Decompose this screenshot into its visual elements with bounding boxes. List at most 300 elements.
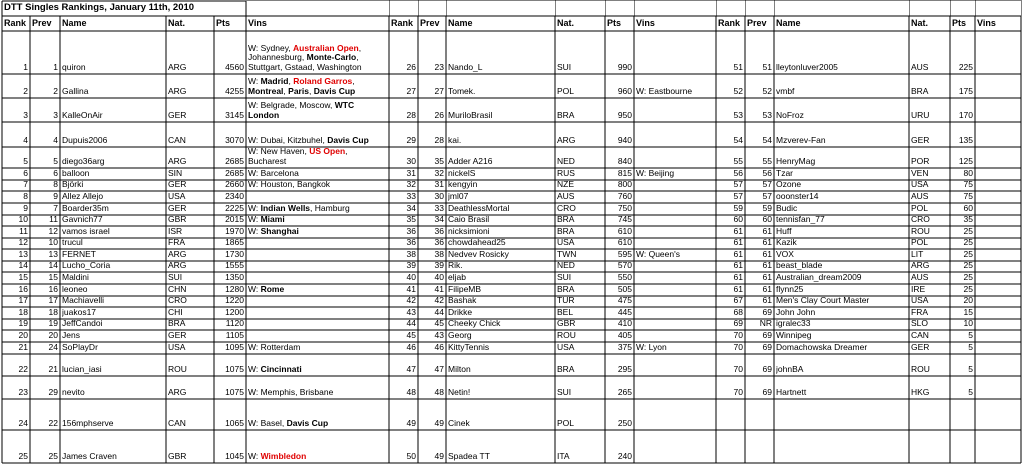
- points-cell: 1200: [225, 307, 244, 318]
- points-cell: 475: [617, 296, 632, 306]
- player-name-cell: Björki: [62, 180, 84, 190]
- wins-cell: [636, 296, 715, 306]
- nationality-cell: POL: [911, 203, 929, 214]
- rank-cell: 5: [23, 156, 28, 167]
- rank-cell: 23: [18, 387, 28, 398]
- rank-cell: 15: [18, 272, 28, 283]
- rank-cell: 34: [406, 203, 416, 214]
- points-cell: 80: [963, 168, 973, 179]
- prev-rank-cell: 36: [434, 238, 444, 248]
- rank-cell: 61: [733, 261, 743, 271]
- player-name-cell: DeathlessMortal: [448, 203, 510, 214]
- wins-cell: [977, 376, 1020, 398]
- wins-cell: [636, 284, 715, 295]
- wins-cell: [248, 296, 388, 306]
- prev-rank-cell: 61: [762, 296, 772, 306]
- nationality-cell: ARG: [168, 156, 187, 167]
- wins-line: [248, 169, 388, 179]
- name-header: Name: [448, 18, 473, 29]
- prev-header: Prev: [420, 18, 440, 29]
- nationality-cell: ARG: [168, 387, 187, 398]
- prev-rank-cell: 61: [762, 238, 772, 248]
- player-name-cell: chowdahead25: [448, 238, 506, 248]
- prev-rank-cell: 69: [762, 342, 772, 353]
- wins-cell: [248, 330, 388, 341]
- rank-cell: 53: [733, 110, 743, 121]
- rank-cell: 47: [406, 364, 416, 375]
- wins-cell: [248, 203, 388, 214]
- player-name-cell: Milton: [448, 364, 471, 375]
- points-cell: 1105: [225, 330, 244, 341]
- wins-cell: [248, 376, 388, 398]
- player-name-cell: beast_blade: [776, 261, 823, 271]
- rank-cell: 22: [18, 364, 28, 375]
- points-cell: 990: [617, 62, 632, 73]
- wins-text: Bucharest: [248, 156, 287, 167]
- rank-cell: 52: [733, 86, 743, 97]
- rank-header: Rank: [4, 18, 27, 29]
- wins-cell: [636, 330, 715, 341]
- wins-text: Stuttgart, Gstaad, Washington: [248, 62, 362, 73]
- wins-cell: [248, 272, 388, 283]
- player-name-cell: Rik.: [448, 261, 463, 271]
- player-name-cell: KittyTennis: [448, 342, 490, 353]
- player-name-cell: Maldini: [62, 272, 89, 283]
- wins-text: ,: [288, 76, 294, 87]
- player-name-cell: johnBA: [776, 364, 804, 375]
- wins-line: [636, 250, 715, 260]
- prev-rank-cell: 9: [53, 191, 58, 202]
- wins-text: W: Basel,: [248, 418, 287, 429]
- nationality-cell: NED: [557, 261, 575, 271]
- points-cell: 2225: [225, 203, 244, 214]
- prev-rank-cell: 8: [53, 180, 58, 190]
- prev-header: Prev: [32, 18, 52, 29]
- nationality-cell: ARG: [168, 86, 187, 97]
- player-name-cell: [776, 399, 907, 429]
- nationality-cell: ARG: [557, 135, 576, 146]
- points-cell: 595: [617, 249, 632, 260]
- player-name-cell: Tomek.: [448, 86, 476, 97]
- major-title: Montreal: [248, 86, 284, 97]
- player-name-cell: MuriloBrasil: [448, 110, 493, 121]
- vins-header: Vins: [977, 18, 996, 29]
- prev-rank-cell: 38: [434, 249, 444, 260]
- points-cell: 1075: [225, 364, 244, 375]
- prev-rank-cell: 31: [434, 180, 444, 190]
- prev-rank-cell: 53: [762, 110, 772, 121]
- wins-cell: [248, 430, 388, 462]
- nationality-cell: AUS: [911, 62, 929, 73]
- prev-rank-cell: 1: [53, 62, 58, 73]
- player-name-cell: Jens: [62, 330, 80, 341]
- rank-cell: 24: [18, 418, 28, 429]
- player-name-cell: vamos israel: [62, 226, 110, 237]
- prev-rank-cell: 61: [762, 261, 772, 271]
- wins-line: [248, 136, 388, 146]
- wins-cell: [977, 354, 1020, 375]
- wins-text: W: Belgrade, Moscow,: [248, 100, 335, 111]
- rank-cell: 59: [733, 203, 743, 214]
- major-title: Davis Cup: [313, 86, 356, 97]
- points-cell: 5: [968, 387, 973, 398]
- nationality-cell: CHN: [168, 284, 187, 295]
- rank-header: Rank: [718, 18, 741, 29]
- player-name-cell: kai.: [448, 135, 462, 146]
- rank-cell: 60: [733, 215, 743, 225]
- prev-rank-cell: 5: [53, 156, 58, 167]
- prev-rank-cell: 32: [434, 168, 444, 179]
- nationality-cell: POL: [557, 418, 575, 429]
- wins-text: , Hamburg: [310, 203, 350, 214]
- prev-rank-cell: 39: [434, 261, 444, 271]
- wins-cell: [248, 319, 388, 329]
- player-name-cell: Tzar: [776, 168, 793, 179]
- nationality-cell: ARG: [911, 261, 930, 271]
- nationality-cell: SIN: [168, 168, 183, 179]
- rank-cell: 3: [23, 110, 28, 121]
- wins-text: W: Sydney,: [248, 42, 294, 53]
- prev-rank-cell: 61: [762, 272, 772, 283]
- points-cell: 295: [617, 364, 632, 375]
- nationality-cell: URU: [911, 110, 930, 121]
- wins-cell: [248, 98, 388, 121]
- prev-rank-cell: 61: [762, 249, 772, 260]
- prev-rank-cell: 49: [434, 418, 444, 429]
- wins-cell: [636, 307, 715, 318]
- points-cell: 4255: [225, 86, 244, 97]
- player-name-cell: nicksimioni: [448, 226, 490, 237]
- player-name-cell: Men's Clay Court Master: [776, 296, 870, 306]
- prev-rank-cell: 61: [762, 284, 772, 295]
- prev-rank-cell: 69: [762, 330, 772, 341]
- wins-cell: [636, 399, 715, 429]
- wins-cell: [977, 203, 1020, 214]
- rank-cell: [718, 430, 743, 462]
- major-title: Davis Cup: [327, 135, 369, 146]
- nationality-cell: USA: [911, 180, 929, 190]
- major-title: Davis Cup: [286, 418, 329, 429]
- points-cell: 2685: [225, 168, 244, 179]
- nationality-cell: RUS: [557, 168, 575, 179]
- wins-cell: [248, 249, 388, 260]
- wins-cell: [636, 168, 715, 179]
- wins-cell: [977, 399, 1020, 429]
- prev-rank-cell: 30: [434, 191, 444, 202]
- nationality-cell: LIT: [911, 249, 924, 260]
- prev-rank-cell: 2: [53, 86, 58, 97]
- wins-cell: [248, 180, 388, 190]
- rank-cell: 33: [406, 191, 416, 202]
- rank-cell: 45: [406, 330, 416, 341]
- prev-rank-cell: 42: [434, 296, 444, 306]
- wins-line: [248, 365, 388, 375]
- nat-header: Nat.: [911, 18, 929, 29]
- player-name-cell: Lucho_Coria: [62, 261, 111, 271]
- player-name-cell: SoPlayDr: [62, 342, 98, 353]
- points-cell: 745: [617, 215, 632, 225]
- wins-text: W:: [248, 451, 261, 462]
- nationality-cell: POL: [557, 86, 575, 97]
- wins-text: ,: [283, 86, 289, 97]
- points-cell: 570: [617, 261, 632, 271]
- wins-cell: [636, 203, 715, 214]
- rank-cell: 2: [23, 86, 28, 97]
- wins-text: W:: [248, 284, 261, 295]
- wins-text: ,: [358, 42, 362, 53]
- player-name-cell: Australian_dream2009: [776, 272, 862, 283]
- major-title: Madrid: [260, 76, 289, 87]
- prev-rank-cell: 13: [48, 249, 58, 260]
- rank-cell: 67: [733, 296, 743, 306]
- nationality-cell: IRE: [911, 284, 926, 295]
- prev-rank-cell: 19: [48, 319, 58, 329]
- prev-rank-cell: 45: [434, 319, 444, 329]
- points-cell: 265: [617, 387, 632, 398]
- player-name-cell: Budic: [776, 203, 798, 214]
- points-cell: 1555: [225, 261, 244, 271]
- wins-text: W: Barcelona: [248, 168, 299, 179]
- wins-line: [248, 343, 388, 353]
- points-cell: 2015: [225, 215, 244, 225]
- wins-cell: [636, 180, 715, 190]
- rank-cell: 44: [406, 319, 416, 329]
- prev-rank-cell: 17: [48, 296, 58, 306]
- player-name-cell: lleytonluver2005: [776, 62, 838, 73]
- grand-slam-title: US Open: [309, 147, 346, 157]
- points-cell: 375: [617, 342, 632, 353]
- rank-cell: 51: [733, 62, 743, 73]
- wins-cell: [636, 122, 715, 146]
- points-cell: 405: [617, 330, 632, 341]
- prev-rank-cell: 46: [434, 342, 444, 353]
- nationality-cell: USA: [911, 296, 929, 306]
- rank-cell: 49: [406, 418, 416, 429]
- rank-cell: 25: [18, 451, 28, 462]
- points-cell: 1730: [225, 249, 244, 260]
- player-name-cell: quiron: [62, 62, 86, 73]
- player-name-cell: Adder A216: [448, 156, 493, 167]
- nationality-cell: AUS: [911, 191, 929, 202]
- prev-rank-cell: 51: [762, 62, 772, 73]
- prev-rank-cell: 12: [48, 226, 58, 237]
- wins-cell: [636, 261, 715, 271]
- rank-header: Rank: [391, 18, 414, 29]
- rank-cell: 14: [18, 261, 28, 271]
- player-name-cell: Cinek: [448, 418, 470, 429]
- player-name-cell: Allez Allejo: [62, 191, 104, 202]
- player-name-cell: KalleOnAir: [62, 110, 103, 121]
- prev-rank-cell: 34: [434, 215, 444, 225]
- wins-text: W: Lyon: [636, 342, 667, 353]
- nationality-cell: GER: [911, 135, 930, 146]
- rank-cell: 18: [18, 307, 28, 318]
- rank-cell: 57: [733, 180, 743, 190]
- nationality-cell: ISR: [168, 226, 183, 237]
- nationality-cell: GBR: [557, 319, 576, 329]
- nationality-cell: CAN: [168, 135, 186, 146]
- rank-cell: 19: [18, 319, 28, 329]
- prev-rank-cell: [747, 399, 772, 429]
- nationality-cell: BEL: [557, 307, 574, 318]
- wins-cell: [636, 147, 715, 167]
- rank-cell: 61: [733, 249, 743, 260]
- prev-rank-cell: 61: [762, 226, 772, 237]
- wins-text: Johannesburg,: [248, 52, 307, 63]
- prev-rank-cell: 3: [53, 110, 58, 121]
- nationality-cell: NZE: [557, 180, 574, 190]
- major-title: Monte-Carlo: [306, 52, 357, 63]
- prev-rank-cell: [747, 430, 772, 462]
- points-cell: 4560: [225, 62, 244, 73]
- wins-line: [248, 111, 388, 121]
- player-name-cell: Bashak: [448, 296, 477, 306]
- points-cell: 410: [617, 319, 632, 329]
- rank-cell: 42: [406, 296, 416, 306]
- rank-cell: 70: [733, 364, 743, 375]
- player-name-cell: Gallina: [62, 86, 89, 97]
- nationality-cell: GER: [911, 342, 930, 353]
- prev-rank-cell: 16: [48, 284, 58, 295]
- wins-cell: [977, 191, 1020, 202]
- points-cell: 25: [963, 238, 973, 248]
- rank-cell: 35: [406, 215, 416, 225]
- nationality-cell: [911, 430, 948, 462]
- wins-text: W: Rotterdam: [248, 342, 301, 353]
- nationality-cell: GBR: [168, 215, 187, 225]
- wins-text: W: Memphis, Brisbane: [248, 387, 334, 398]
- prev-rank-cell: 48: [434, 387, 444, 398]
- rank-cell: 40: [406, 272, 416, 283]
- wins-cell: [248, 307, 388, 318]
- player-name-cell: Ozone: [776, 180, 802, 190]
- wins-cell: [248, 191, 388, 202]
- points-cell: 225: [958, 62, 973, 73]
- wins-cell: [248, 226, 388, 237]
- nationality-cell: AUS: [911, 272, 929, 283]
- rank-cell: 8: [23, 191, 28, 202]
- player-name-cell: Machiavelli: [62, 296, 105, 306]
- wins-cell: [977, 342, 1020, 353]
- rank-cell: 10: [18, 215, 28, 225]
- points-cell: 25: [963, 226, 973, 237]
- nationality-cell: SLO: [911, 319, 929, 329]
- wins-cell: [977, 122, 1020, 146]
- player-name-cell: eljab: [448, 272, 466, 283]
- wins-cell: [977, 319, 1020, 329]
- rank-cell: 61: [733, 272, 743, 283]
- rank-cell: [718, 399, 743, 429]
- points-cell: 250: [617, 418, 632, 429]
- player-name-cell: FERNET: [62, 249, 96, 260]
- wins-cell: [977, 249, 1020, 260]
- grand-slam-title: Roland Garros: [293, 76, 353, 87]
- player-name-cell: igralec33: [776, 319, 811, 329]
- rank-cell: 39: [406, 261, 416, 271]
- player-name-cell: Domachowska Dreamer: [776, 342, 868, 353]
- points-cell: 1220: [225, 296, 244, 306]
- player-name-cell: Hartnett: [776, 387, 807, 398]
- prev-rank-cell: 4: [53, 135, 58, 146]
- player-name-cell: JeffCandoi: [62, 319, 103, 329]
- wins-cell: [248, 284, 388, 295]
- prev-rank-cell: 26: [434, 110, 444, 121]
- major-title: Cincinnati: [260, 364, 302, 375]
- major-title: Shanghai: [260, 226, 299, 237]
- prev-rank-cell: 56: [762, 168, 772, 179]
- prev-rank-cell: 15: [48, 272, 58, 283]
- player-name-cell: leoneo: [62, 284, 88, 295]
- player-name-cell: flynn25: [776, 284, 804, 295]
- player-name-cell: Mzverev-Fan: [776, 135, 826, 146]
- rank-cell: 28: [406, 110, 416, 121]
- prev-rank-cell: 18: [48, 307, 58, 318]
- points-cell: 125: [958, 156, 973, 167]
- player-name-cell: Huff: [776, 226, 792, 237]
- nationality-cell: CRO: [557, 203, 576, 214]
- points-cell: 760: [617, 191, 632, 202]
- player-name-cell: Gavnich77: [62, 215, 103, 225]
- points-cell: 5: [968, 364, 973, 375]
- wins-cell: [636, 376, 715, 398]
- nationality-cell: CHI: [168, 307, 183, 318]
- wins-cell: [636, 430, 715, 462]
- wins-line: [248, 180, 388, 190]
- wins-text: W:: [248, 76, 261, 87]
- points-cell: 135: [958, 135, 973, 146]
- wins-text: W: Houston, Bangkok: [248, 180, 331, 190]
- player-name-cell: vmbf: [776, 86, 795, 97]
- prev-rank-cell: 54: [762, 135, 772, 146]
- prev-header: Prev: [747, 18, 767, 29]
- prev-rank-cell: 20: [48, 330, 58, 341]
- prev-rank-cell: 14: [48, 261, 58, 271]
- player-name-cell: NoFroz: [776, 110, 804, 121]
- wins-cell: [248, 122, 388, 146]
- rank-cell: 13: [18, 249, 28, 260]
- wins-text: ,: [308, 86, 314, 97]
- wins-text: ,: [356, 52, 359, 63]
- player-name-cell: Kazik: [776, 238, 797, 248]
- player-name-cell: Boarder35m: [62, 203, 109, 214]
- prev-rank-cell: 69: [762, 387, 772, 398]
- player-name-cell: Dupuis2006: [62, 135, 108, 146]
- points-cell: 1065: [225, 418, 244, 429]
- major-title: Indian Wells: [260, 203, 311, 214]
- nationality-cell: NED: [557, 156, 575, 167]
- player-name-cell: HenryMag: [776, 156, 816, 167]
- player-name-cell: trucul: [62, 238, 83, 248]
- rank-cell: 70: [733, 342, 743, 353]
- nationality-cell: GER: [168, 180, 187, 190]
- nationality-cell: CRO: [911, 215, 930, 225]
- wins-cell: [977, 226, 1020, 237]
- pts-header: Pts: [952, 18, 967, 29]
- points-cell: 10: [963, 319, 973, 329]
- nationality-cell: GBR: [168, 451, 187, 462]
- rank-cell: 61: [733, 226, 743, 237]
- wins-cell: [248, 354, 388, 375]
- nationality-cell: POL: [911, 238, 929, 248]
- rank-cell: 20: [18, 330, 28, 341]
- player-name-cell: tennisfan_77: [776, 215, 825, 225]
- points-cell: 2685: [225, 156, 244, 167]
- prev-rank-cell: 33: [434, 203, 444, 214]
- rank-cell: 61: [733, 238, 743, 248]
- nationality-cell: CAN: [911, 330, 929, 341]
- points-cell: 175: [958, 86, 973, 97]
- wins-text: W: Beijing: [636, 168, 675, 179]
